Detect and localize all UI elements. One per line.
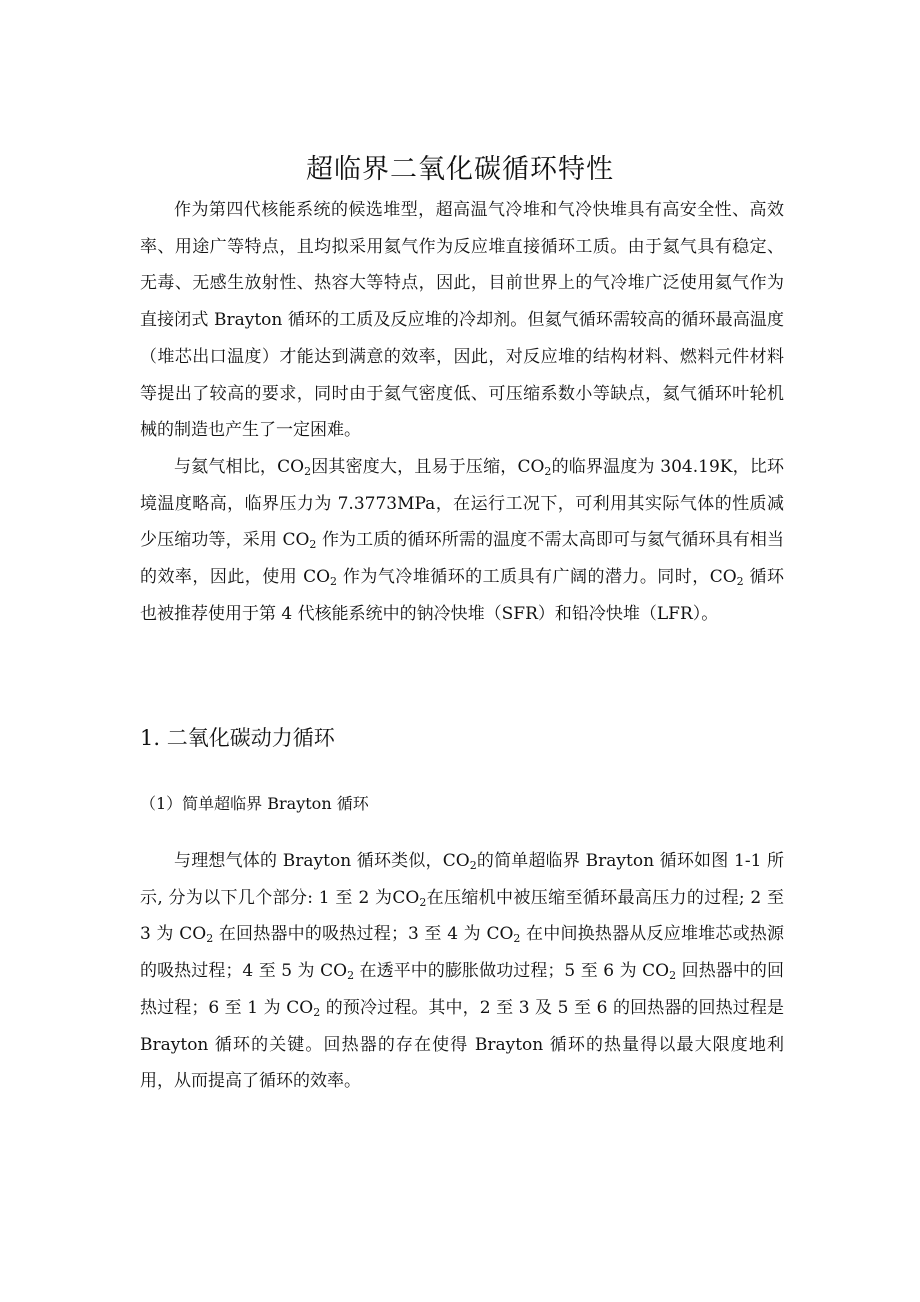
co2-formula: $CO_2$ xyxy=(392,887,427,909)
section-heading: 1. 二氧化碳动力循环 xyxy=(140,726,335,750)
co2-formula: $CO_2$ xyxy=(486,924,521,946)
subsection-heading: （1）简单超临界 Brayton 循环 xyxy=(140,794,369,813)
text-run: 的临界温度为 304.19K，比环境温度略高，临界压力为 7.3773MPa，在运行工况下，可利用其实际气体的性质减少压缩功等，采用 xyxy=(140,456,785,551)
text-run: 的预冷过程。其中，2 至 3 及 5 至 6 的回热器的回热过程是 Brayton 循环的关键。回热器的存在使得 Brayton 循环的热量得以最大限度地利用，从而提高了循环的效率。 xyxy=(140,997,784,1092)
co2-formula: $CO_2$ xyxy=(179,924,214,946)
brayton-paragraph xyxy=(140,843,784,1100)
text-run: 作为工质的循环所需的温度不需太高即可与氦气循环具有相当的效率，因此，使用 xyxy=(140,530,785,588)
co2-formula: $CO_2$ xyxy=(442,851,477,872)
intro-section xyxy=(140,192,784,632)
text-run: 在压缩机中被压缩至循环最高压力的过程; 2 至 3 为 xyxy=(140,887,784,945)
co2-formula: $CO_2$ xyxy=(642,961,677,983)
text-run: 在中间换热器从反应堆堆芯或热源的吸热过程；4 至 5 为 xyxy=(140,924,784,982)
text-run: 与氦气相比， xyxy=(174,456,278,477)
text-run: 因其密度大，且易于压缩， xyxy=(311,456,518,477)
co2-formula: $CO_2$ xyxy=(709,567,744,589)
co2-formula: $CO_2$ xyxy=(277,456,312,478)
co2-formula: $CO_2$ xyxy=(282,530,317,552)
text-run: 的简单超临界 Brayton 循环如图 1-1 所示, 分为以下几个部分: 1 至 2 为 xyxy=(140,851,784,908)
text-run: 与理想气体的 Brayton 循环类似， xyxy=(174,851,443,871)
text-run: 作为气冷堆循环的工质具有广阔的潜力。同时， xyxy=(337,567,710,588)
co2-formula: $CO_2$ xyxy=(303,567,338,589)
text-run: 在回热器中的吸热过程；3 至 4 为 xyxy=(213,924,487,945)
text-run: 在透平中的膨胀做功过程；5 至 6 为 xyxy=(354,961,643,982)
co2-formula: $CO_2$ xyxy=(286,997,321,1019)
page-title: 超临界二氧化碳循环特性 xyxy=(306,154,614,185)
text-run: 循环也被推荐使用于第 4 代核能系统中的钠冷快堆（SFR）和铅冷快堆（LFR）。 xyxy=(140,567,785,624)
co2-formula: $CO_2$ xyxy=(517,456,552,478)
intro-paragraph-2 xyxy=(140,449,784,633)
co2-formula: $CO_2$ xyxy=(320,961,355,983)
brayton-section xyxy=(140,843,784,1100)
intro-paragraph-1: 作为第四代核能系统的候选堆型，超高温气冷堆和气冷快堆具有高安全性、高效率、用途广等特点，且均拟采用氦气作为反应堆直接循环工质。由于氦气具有稳定、无毒、无感生放射性、热容大等特点，因此，目前世界上的气冷堆广泛使用氦气作为直接闭式 Brayton 循环的工质及反应堆的冷却剂。但氦气循环需较高的循环最高温度（堆芯出口温度）才能达到满意的效率，因此，对反应堆的结构材料、燃料元件材料等提出了较高的要求，同时由于氦气密度低、可压缩系数小等缺点，氦气循环叶轮机械的制造也产生了一定困难。 xyxy=(140,200,784,441)
text-run: 回热器中的回热过程；6 至 1 为 xyxy=(140,961,785,1018)
